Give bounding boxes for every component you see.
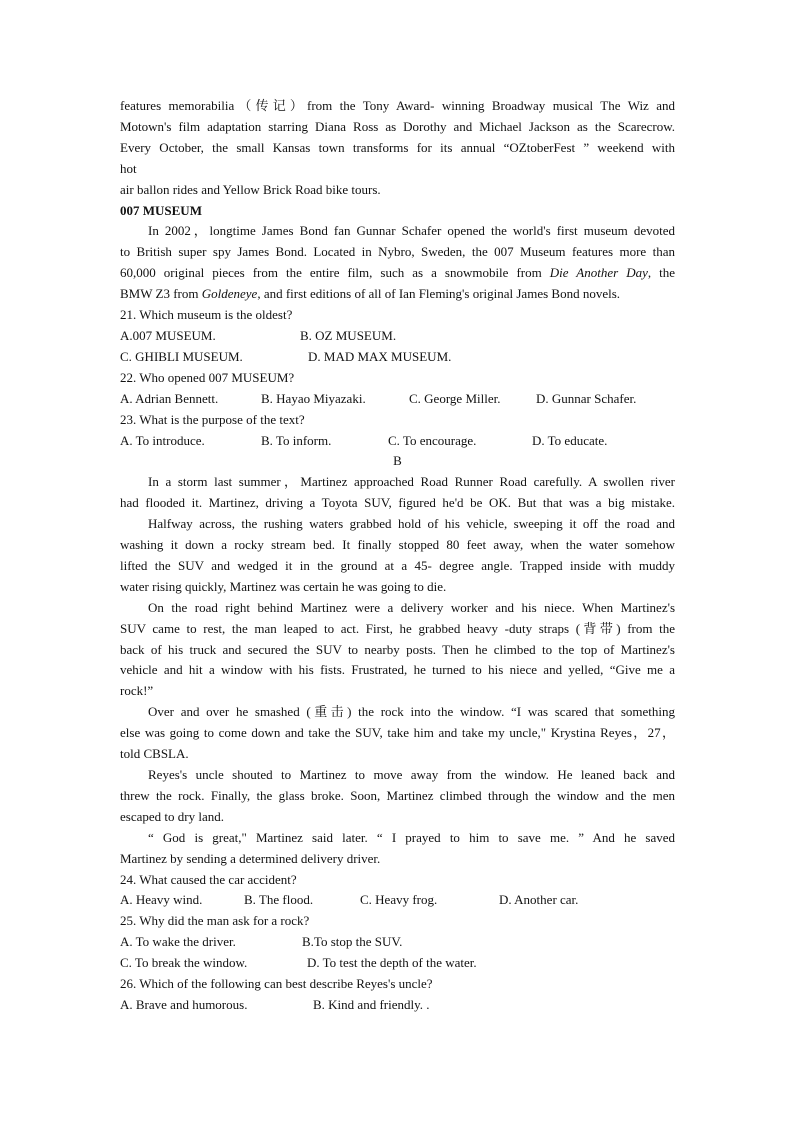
option-c: C. To encourage. xyxy=(388,432,477,448)
options-21 xyxy=(120,326,675,347)
passage-a-line: air ballon rides and Yellow Brick Road bike tours. xyxy=(120,181,381,197)
passage-b-line: “ God is great," Martinez said later. “ I prayed to him to save me. ” And he saved xyxy=(148,829,675,845)
option-c: C. To break the window. xyxy=(120,955,248,971)
passage-b-line: water rising quickly, Martinez was certain he was going to die. xyxy=(120,578,447,594)
film-title: Goldeneye xyxy=(201,286,258,302)
option-b: B. To inform. xyxy=(261,432,332,448)
option-b: B. Hayao Miyazaki. xyxy=(261,390,366,406)
option-c: C. GHIBLI MUSEUM. xyxy=(120,348,243,364)
museum-paragraph-line: In 2002，longtime James Bond fan Gunnar Schafer opened the world's first museum devoted xyxy=(148,223,675,239)
passage-b-line: had flooded it. Martinez, driving a Toyota SUV, figured he'd be OK. But that was a big mistake. xyxy=(120,495,675,511)
option-b: B. Kind and friendly. . xyxy=(313,996,430,1012)
museum-text: , and first editions of all of Ian Fleming's original James Bond novels. xyxy=(257,286,621,302)
question-22: 22. Who opened 007 MUSEUM? xyxy=(120,369,295,385)
passage-b-line: threw the rock. Finally, the glass broke. Soon, Martinez climbed through the window and the men xyxy=(120,787,675,803)
option-a: A. To wake the driver. xyxy=(120,934,236,950)
option-b: B. The flood. xyxy=(244,892,314,908)
options-25 xyxy=(120,932,675,953)
passage-a-line: features memorabilia（传记）from the Tony Award- winning Broadway musical The Wiz and xyxy=(120,98,675,113)
passage-b-line: On the road right behind Martinez were a delivery worker and his niece. When Martinez's xyxy=(148,599,675,615)
passage-b-line: Over and over he smashed (重击) the rock into the window. “I was scared that something xyxy=(148,704,675,720)
options-26 xyxy=(120,995,675,1016)
question-23: 23. What is the purpose of the text? xyxy=(120,411,305,427)
passage-b-line: washing it down a rocky stream bed. It finally stopped 80 feet away, when the water somehow xyxy=(120,537,675,553)
option-b: B.To stop the SUV. xyxy=(302,934,403,950)
museum-paragraph-line xyxy=(120,263,675,284)
museum-paragraph-line xyxy=(120,284,675,305)
option-d: D. Another car. xyxy=(499,892,579,908)
question-25: 25. Why did the man ask for a rock? xyxy=(120,913,310,929)
museum-text: , the xyxy=(647,265,676,281)
options-23 xyxy=(120,431,675,452)
option-a: A. Brave and humorous. xyxy=(120,996,248,1012)
museum-text: 60,000 original pieces from the entire film, such as a snowmobile from xyxy=(120,265,542,281)
option-a: A.007 MUSEUM. xyxy=(120,327,216,343)
option-c: C. Heavy frog. xyxy=(360,892,438,908)
option-d: D. MAD MAX MUSEUM. xyxy=(308,348,452,364)
exam-page xyxy=(120,96,675,1016)
passage-a-line: Every October, the small Kansas town transforms for its annual “OZtoberFest ” weekend with xyxy=(120,139,675,155)
option-b: B. OZ MUSEUM. xyxy=(300,327,397,343)
passage-b-line: else was going to come down and take the SUV, take him and take my uncle," Krystina Reyes，27， xyxy=(120,725,675,741)
option-a: A. To introduce. xyxy=(120,432,205,448)
passage-b-line: lifted the SUV and wedged it in the ground at a 45- degree angle. Trapped inside with muddy xyxy=(120,557,675,573)
options-25 xyxy=(120,953,675,974)
option-d: D. To test the depth of the water. xyxy=(307,955,477,971)
film-title: Die Another Day xyxy=(549,265,648,281)
passage-b-line: Reyes's uncle shouted to Martinez to move away from the window. He leaned back and xyxy=(148,767,675,782)
passage-b-line: Halfway across, the rushing waters grabbed hold of his vehicle, sweeping it off the road and xyxy=(148,516,675,532)
passage-b-line: vehicle and hit a window with his fists. Frustrated, he turned to his niece and yelled, “Give me a xyxy=(120,662,675,678)
question-21: 21. Which museum is the oldest? xyxy=(120,307,293,323)
option-d: D. To educate. xyxy=(532,432,608,448)
options-24 xyxy=(120,890,675,911)
question-26: 26. Which of the following can best describe Reyes's uncle? xyxy=(120,976,433,992)
museum-heading: 007 MUSEUM xyxy=(120,202,202,218)
option-c: C. George Miller. xyxy=(409,390,501,406)
passage-b-line: rock!” xyxy=(120,683,154,699)
passage-b-line: In a storm last summer，Martinez approached Road Runner Road carefully. A swollen river xyxy=(148,474,675,490)
passage-b-line: escaped to dry land. xyxy=(120,808,224,824)
section-b-label: B xyxy=(393,453,402,469)
options-22 xyxy=(120,389,675,410)
option-a: A. Heavy wind. xyxy=(120,892,203,908)
passage-b-line: SUV came to rest, the man leaped to act. First, he grabbed heavy -duty straps (背带) from the xyxy=(120,620,675,636)
passage-b-line: back of his truck and secured the SUV to nearby posts. Then he climbed to the top of Martinez's xyxy=(120,641,675,657)
question-24: 24. What caused the car accident? xyxy=(120,871,297,887)
passage-b-line: told CBSLA. xyxy=(120,746,189,762)
museum-paragraph-line: to British super spy James Bond. Located in Nybro, Sweden, the 007 Museum features more than xyxy=(120,244,675,260)
passage-a-line: Motown's film adaptation starring Diana Ross as Dorothy and Michael Jackson as the Scarecrow. xyxy=(120,118,675,134)
museum-text: BMW Z3 from xyxy=(120,286,199,302)
option-d: D. Gunnar Schafer. xyxy=(536,390,637,406)
passage-a-line: hot xyxy=(120,160,137,176)
options-21 xyxy=(120,347,675,368)
option-a: A. Adrian Bennett. xyxy=(120,390,219,406)
passage-b-line: Martinez by sending a determined delivery driver. xyxy=(120,850,381,866)
